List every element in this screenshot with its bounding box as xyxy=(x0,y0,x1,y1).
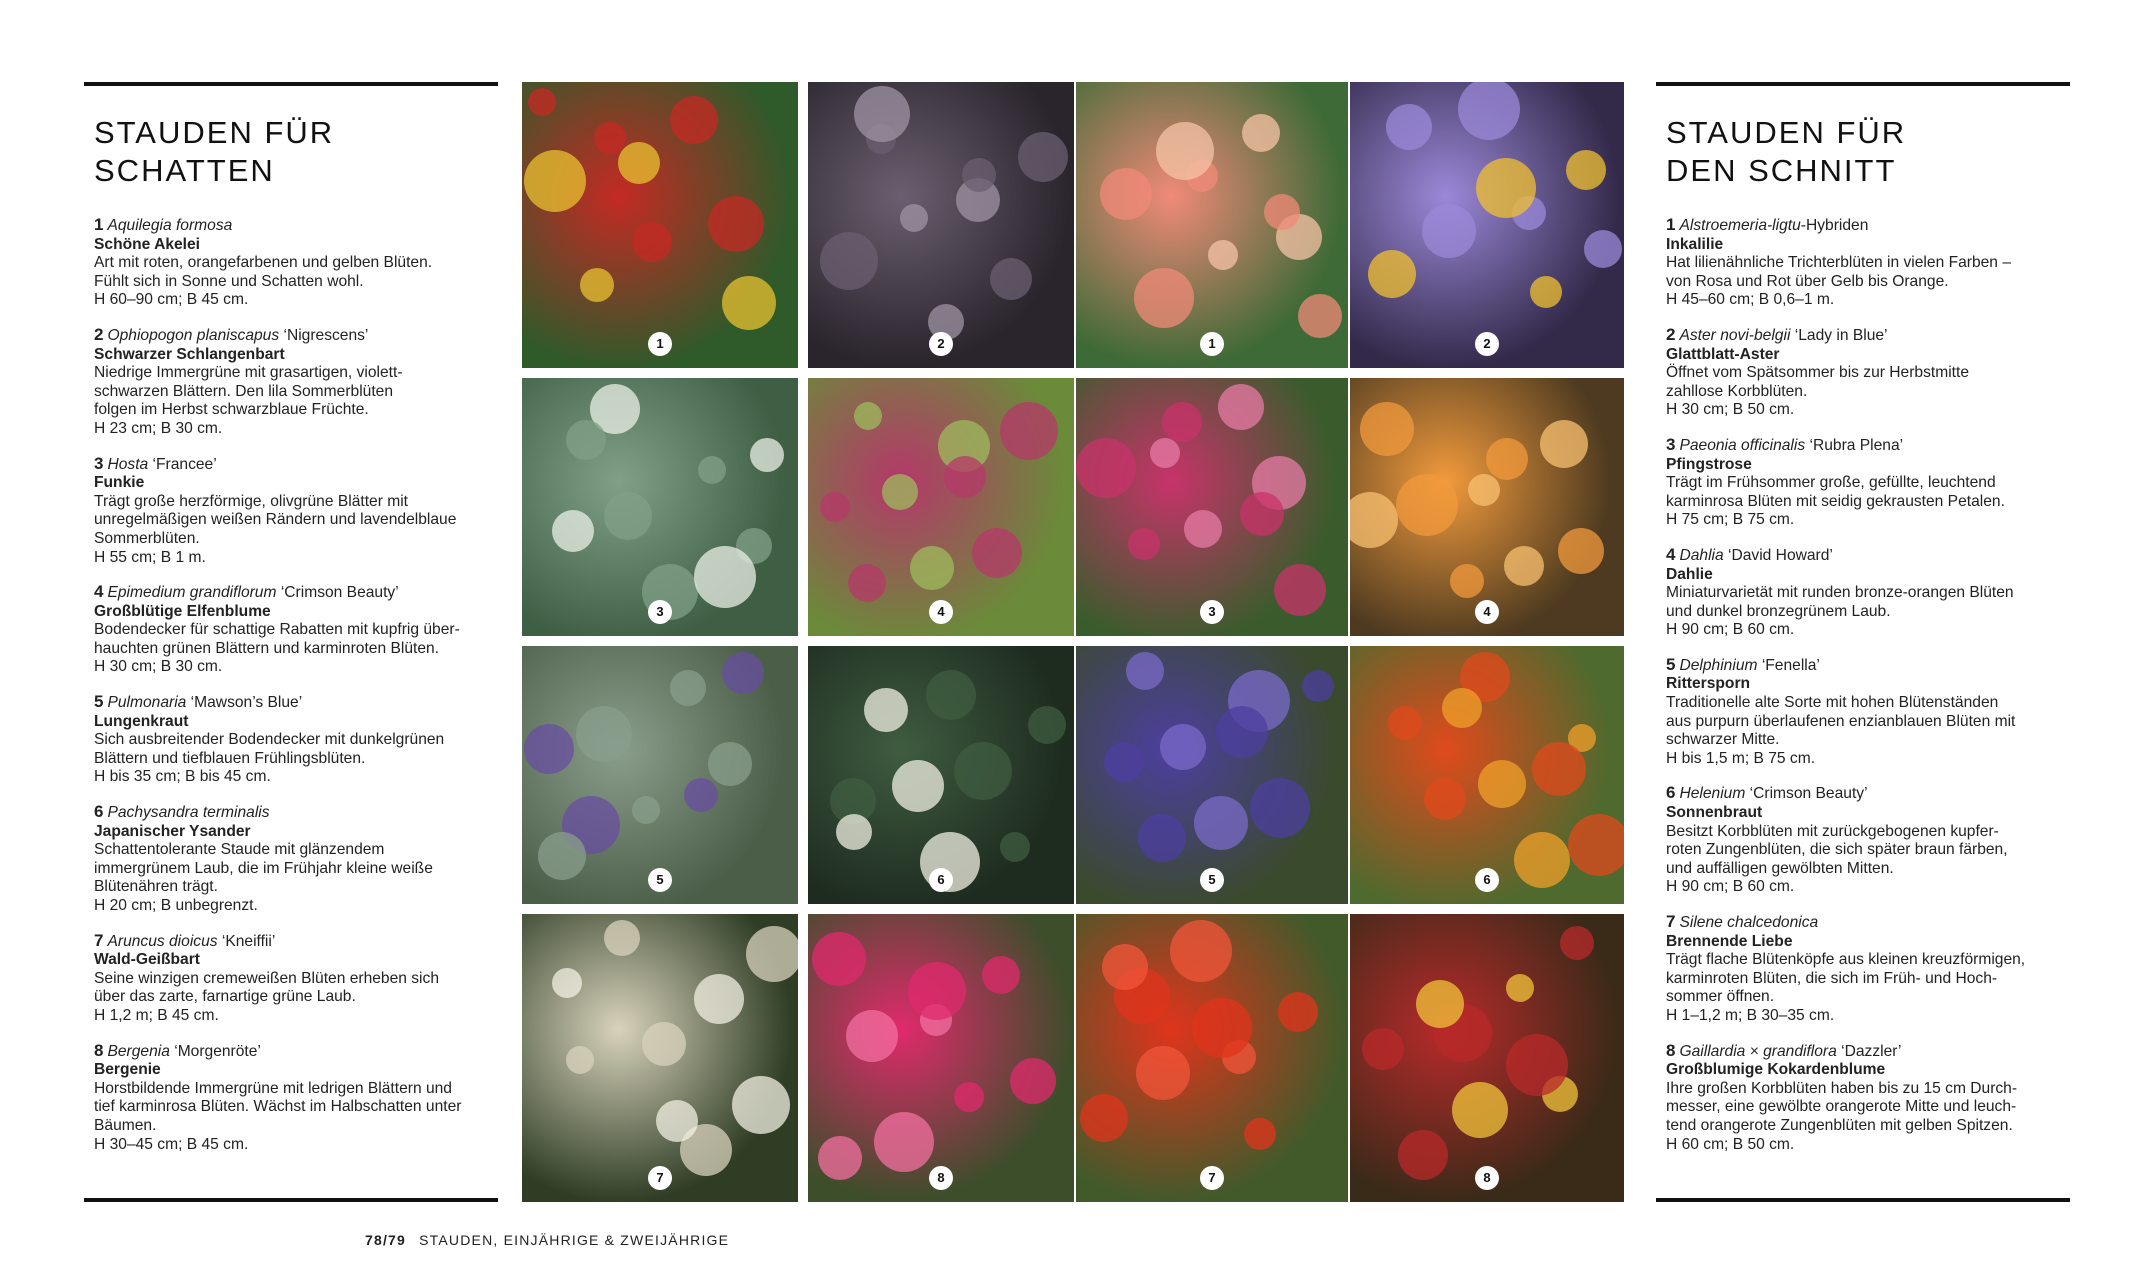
entry-heading xyxy=(1666,656,2070,676)
description-line: Trägt flache Blütenköpfe aus kleinen kreuzförmigen, xyxy=(1666,951,2026,969)
cultivar-name: ‘Rubra Plena’ xyxy=(1805,436,1904,454)
right-column xyxy=(1656,82,2070,1202)
description-line: H 55 cm; B 1 m. xyxy=(94,548,206,566)
plant-list xyxy=(1666,216,2070,1154)
description-line: Schattentolerante Staude mit glänzendem xyxy=(94,841,385,859)
cultivar-name: ‘Crimson Beauty’ xyxy=(1745,785,1868,803)
description-line: immergrünem Laub, die im Frühjahr kleine weiße xyxy=(94,859,433,877)
description-line: H 30 cm; B 50 cm. xyxy=(1666,401,1795,419)
description-line: Niedrige Immergrüne mit grasartigen, violett- xyxy=(94,364,403,382)
description-line: Blättern und tiefblauen Frühlingsblüten. xyxy=(94,749,366,767)
photo-illustration xyxy=(1350,646,1624,904)
plant-photo xyxy=(808,646,1074,904)
column-title-line-1: STAUDEN FÜR xyxy=(1666,115,1907,150)
description-line: Seine winzigen cremeweißen Blüten erheben sich xyxy=(94,969,439,987)
column-title-line-2: DEN SCHNITT xyxy=(1666,153,1897,188)
common-name: Pfingstrose xyxy=(1666,455,1752,473)
entry-heading xyxy=(1666,913,2070,933)
entry-number: 2 xyxy=(94,324,104,344)
description-line: karminroten Blüten, die sich im Früh- und Hoch- xyxy=(1666,969,1998,987)
cultivar-name: ‘Kneiffii’ xyxy=(217,932,276,950)
common-name: Wald-Geißbart xyxy=(94,951,200,969)
botanical-name: Aquilegia formosa xyxy=(107,217,233,234)
description-line: H 20 cm; B unbegrenzt. xyxy=(94,897,258,914)
description-line: zahllose Korbblüten. xyxy=(1666,382,1808,400)
description-line: Ihre großen Korbblüten haben bis zu 15 cm Durch- xyxy=(1666,1079,2018,1097)
description-line: und auffälligen gewölbten Mitten. xyxy=(1666,859,1894,877)
description-line: folgen im Herbst schwarzblaue Früchte. xyxy=(94,401,369,419)
plant-entry xyxy=(94,932,498,1026)
description-line: Bodendecker für schattige Rabatten mit kupfrig über- xyxy=(94,621,460,639)
cultivar-name: ‘David Howard’ xyxy=(1723,546,1833,564)
plant-photo xyxy=(1076,914,1348,1202)
photo-illustration xyxy=(808,914,1074,1202)
plant-photo xyxy=(522,378,798,636)
common-name: Glattblatt-Aster xyxy=(1666,345,1780,363)
description-line: schwarzen Blättern. Den lila Sommerblüten xyxy=(94,382,394,400)
plant-entry xyxy=(1666,656,2070,769)
plant-photo xyxy=(1350,914,1624,1202)
description-line: tend orangerote Zungenblüten mit gelben Spitzen. xyxy=(1666,1116,2013,1134)
cultivar-name: ‘Mawson’s Blue’ xyxy=(186,694,303,712)
photo-number-badge: 3 xyxy=(1200,600,1224,624)
plant-photo xyxy=(1350,82,1624,368)
botanical-name: Aruncus dioicus xyxy=(107,932,218,950)
cultivar-name: ‘Dazzler’ xyxy=(1836,1042,1902,1060)
photo-illustration xyxy=(808,82,1074,368)
entry-number: 6 xyxy=(1666,783,1676,803)
photo-illustration xyxy=(808,378,1074,636)
common-name: Großblütige Elfenblume xyxy=(94,602,271,620)
photo-number-badge: 8 xyxy=(929,1166,953,1190)
entry-number: 7 xyxy=(1666,912,1676,931)
common-name: Bergenie xyxy=(94,1061,161,1079)
description-line: Traditionelle alte Sorte mit hohen Blütenständen xyxy=(1666,694,1999,712)
photo-number-badge: 7 xyxy=(1200,1166,1224,1190)
entry-number: 2 xyxy=(1666,324,1676,344)
photo-illustration xyxy=(1076,378,1348,636)
botanical-name: Gaillardia × grandiflora xyxy=(1679,1042,1837,1060)
description-line: H 90 cm; B 60 cm. xyxy=(1666,621,1795,639)
plant-entry xyxy=(94,583,498,677)
plant-photo xyxy=(522,646,798,904)
common-name: Funkie xyxy=(94,474,145,492)
botanical-name: Delphinium xyxy=(1679,656,1758,674)
plant-entry xyxy=(94,1042,498,1155)
entry-number: 7 xyxy=(94,930,104,950)
entry-heading xyxy=(94,803,498,823)
entry-heading xyxy=(94,693,498,713)
plant-entry xyxy=(94,326,498,439)
plant-entry xyxy=(94,803,498,916)
plant-entry xyxy=(1666,913,2070,1026)
entry-number: 6 xyxy=(94,802,104,822)
column-title xyxy=(1666,114,2070,190)
photo-illustration xyxy=(808,646,1074,904)
photo-number-badge: 2 xyxy=(1475,332,1499,356)
description-line: Blütenähren trägt. xyxy=(94,878,218,896)
photo-number-badge: 5 xyxy=(648,868,672,892)
common-name: Dahlie xyxy=(1666,565,1713,583)
photo-number-badge: 7 xyxy=(648,1166,672,1190)
botanical-name: Silene chalcedonica xyxy=(1679,914,1819,931)
section-title: STAUDEN, EINJÄHRIGE & ZWEIJÄHRIGE xyxy=(419,1232,730,1248)
description-line: Art mit roten, orangefarbenen und gelben Blüten. xyxy=(94,254,433,272)
photo-illustration xyxy=(1076,82,1348,368)
plant-entry xyxy=(94,216,498,310)
description-line: Miniaturvarietät mit runden bronze-orangen Blüten xyxy=(1666,584,2014,602)
entry-heading xyxy=(1666,436,2070,456)
botanical-name: Paeonia officinalis xyxy=(1679,436,1806,454)
description-line: tief karminrosa Blüten. Wächst im Halbschatten unter xyxy=(94,1098,462,1116)
description-line: aus purpurn überlaufenen enzianblauen Blüten mit xyxy=(1666,712,2016,730)
entry-heading xyxy=(1666,1042,2070,1062)
photo-number-badge: 5 xyxy=(1200,868,1224,892)
description-line: H bis 35 cm; B bis 45 cm. xyxy=(94,768,271,786)
column-title-line-1: STAUDEN FÜR xyxy=(94,115,335,150)
description-line: über das zarte, farnartige grüne Laub. xyxy=(94,988,356,1006)
entry-heading xyxy=(94,932,498,952)
photo-illustration xyxy=(1076,914,1348,1202)
entry-number: 8 xyxy=(94,1040,104,1060)
plant-list xyxy=(94,216,498,1154)
cultivar-name: ‘Lady in Blue’ xyxy=(1790,326,1888,344)
botanical-name: Epimedium grandiflorum xyxy=(107,584,277,602)
photo-number-badge: 1 xyxy=(648,332,672,356)
photo-number-badge: 4 xyxy=(929,600,953,624)
entry-heading xyxy=(94,455,498,475)
description-line: Besitzt Korbblüten mit zurückgebogenen kupfer- xyxy=(1666,822,1999,840)
plant-entry xyxy=(1666,436,2070,530)
entry-heading xyxy=(94,326,498,346)
description-line: Hat lilienähnliche Trichterblüten in vielen Farben – xyxy=(1666,254,2011,272)
botanical-name: Aster novi-belgii xyxy=(1679,326,1791,344)
description-line: H 30–45 cm; B 45 cm. xyxy=(94,1135,249,1153)
plant-photo xyxy=(808,378,1074,636)
botanical-name: Dahlia xyxy=(1679,546,1724,564)
plant-photo xyxy=(522,914,798,1202)
common-name: Rittersporn xyxy=(1666,675,1751,693)
photo-illustration xyxy=(1350,914,1624,1202)
plant-entry xyxy=(1666,326,2070,420)
description-line: Horstbildende Immergrüne mit ledrigen Blättern und xyxy=(94,1079,452,1097)
plant-photo xyxy=(1350,646,1624,904)
entry-number: 4 xyxy=(1666,544,1676,564)
plant-photo xyxy=(1350,378,1624,636)
entry-number: 5 xyxy=(1666,654,1676,674)
entry-heading xyxy=(1666,326,2070,346)
cultivar-name: ‘Fenella’ xyxy=(1757,656,1820,674)
plant-entry xyxy=(1666,784,2070,897)
description-line: H 60 cm; B 50 cm. xyxy=(1666,1135,1795,1153)
entry-heading xyxy=(94,1042,498,1062)
botanical-name: Bergenia xyxy=(107,1042,170,1060)
plant-photo xyxy=(522,82,798,368)
photo-illustration xyxy=(1350,82,1624,368)
page-numbers: 78/79 xyxy=(365,1232,407,1248)
plant-entry xyxy=(94,693,498,787)
description-line: Sich ausbreitender Bodendecker mit dunkelgrünen xyxy=(94,731,445,749)
common-name: Großblumige Kokardenblume xyxy=(1666,1061,1886,1079)
left-column xyxy=(84,82,498,1202)
photo-illustration xyxy=(522,646,798,904)
description-line: H 90 cm; B 60 cm. xyxy=(1666,878,1795,896)
photo-illustration xyxy=(522,378,798,636)
description-line: H 45–60 cm; B 0,6–1 m. xyxy=(1666,291,1835,309)
plant-photo xyxy=(808,82,1074,368)
column-title xyxy=(94,114,498,190)
common-name: Inkalilie xyxy=(1666,235,1724,253)
column-title-line-2: SCHATTEN xyxy=(94,153,275,188)
plant-entry xyxy=(94,455,498,568)
entry-heading xyxy=(94,216,498,236)
entry-heading xyxy=(1666,216,2070,236)
entry-number: 1 xyxy=(1666,215,1676,234)
common-name: Schöne Akelei xyxy=(94,235,201,253)
description-line: von Rosa und Rot über Gelb bis Orange. xyxy=(1666,272,1949,290)
botanical-name: Pulmonaria xyxy=(107,694,187,712)
description-line: Öffnet vom Spätsommer bis zur Herbstmitte xyxy=(1666,364,1970,382)
botanical-name: Helenium xyxy=(1679,785,1746,803)
description-line: karminrosa Blüten mit seidig gekrausten Petalen. xyxy=(1666,492,2005,510)
cultivar-name: ‘Crimson Beauty’ xyxy=(276,584,399,602)
photo-number-badge: 3 xyxy=(648,600,672,624)
photo-number-badge: 2 xyxy=(929,332,953,356)
description-line: sommer öffnen. xyxy=(1666,988,1775,1006)
description-line: hauchten grünen Blättern und karminroten Blüten. xyxy=(94,639,440,657)
entry-number: 3 xyxy=(94,453,104,473)
plant-entry xyxy=(1666,216,2070,310)
cultivar-name: -Hybriden xyxy=(1800,217,1869,234)
common-name: Japanischer Ysander xyxy=(94,822,251,840)
entry-number: 4 xyxy=(94,582,104,602)
entry-heading xyxy=(94,583,498,603)
botanical-name: Alstroemeria-ligtu xyxy=(1679,217,1801,234)
photo-number-badge: 6 xyxy=(1475,868,1499,892)
description-line: Trägt im Frühsommer große, gefüllte, leuchtend xyxy=(1666,474,1996,492)
photo-number-badge: 6 xyxy=(929,868,953,892)
description-line: roten Zungenblüten, die sich später braun färben, xyxy=(1666,841,2008,859)
description-line: Fühlt sich in Sonne und Schatten wohl. xyxy=(94,272,364,290)
entry-number: 3 xyxy=(1666,434,1676,454)
description-line: Trägt große herzförmige, olivgrüne Blätter mit xyxy=(94,492,409,510)
page-footer xyxy=(365,1232,729,1248)
plant-photo xyxy=(1076,82,1348,368)
common-name: Lungenkraut xyxy=(94,712,189,730)
description-line: Sommerblüten. xyxy=(94,529,200,547)
cultivar-name: ‘Nigrescens’ xyxy=(279,326,369,344)
plant-photo xyxy=(1076,378,1348,636)
plant-photo xyxy=(808,914,1074,1202)
description-line: H 1,2 m; B 45 cm. xyxy=(94,1006,219,1024)
description-line: H 30 cm; B 30 cm. xyxy=(94,658,223,676)
description-line: H 23 cm; B 30 cm. xyxy=(94,419,223,437)
description-line: H 60–90 cm; B 45 cm. xyxy=(94,291,249,309)
description-line: Bäumen. xyxy=(94,1116,157,1134)
photo-illustration xyxy=(522,82,798,368)
cultivar-name: ‘Francee’ xyxy=(148,455,217,473)
entry-heading xyxy=(1666,546,2070,566)
photo-number-badge: 1 xyxy=(1200,332,1224,356)
photo-illustration xyxy=(1350,378,1624,636)
entry-heading xyxy=(1666,784,2070,804)
photo-illustration xyxy=(522,914,798,1202)
plant-photo xyxy=(1076,646,1348,904)
common-name: Brennende Liebe xyxy=(1666,932,1793,950)
botanical-name: Pachysandra terminalis xyxy=(107,804,270,822)
description-line: H bis 1,5 m; B 75 cm. xyxy=(1666,749,1816,767)
plant-entry xyxy=(1666,546,2070,640)
plant-entry xyxy=(1666,1042,2070,1155)
photo-number-badge: 8 xyxy=(1475,1166,1499,1190)
botanical-name: Ophiopogon planiscapus xyxy=(107,326,280,344)
photo-illustration xyxy=(1076,646,1348,904)
entry-number: 1 xyxy=(94,215,104,234)
entry-number: 5 xyxy=(94,692,104,712)
entry-number: 8 xyxy=(1666,1040,1676,1060)
description-line: H 75 cm; B 75 cm. xyxy=(1666,511,1795,529)
description-line: unregelmäßigen weißen Rändern und lavendelblaue xyxy=(94,511,457,529)
common-name: Schwarzer Schlangenbart xyxy=(94,345,285,363)
description-line: und dunkel bronzegrünem Laub. xyxy=(1666,602,1891,620)
photo-number-badge: 4 xyxy=(1475,600,1499,624)
photo-grid xyxy=(522,82,1624,1202)
cultivar-name: ‘Morgenröte’ xyxy=(169,1042,261,1060)
description-line: schwarzer Mitte. xyxy=(1666,731,1780,749)
description-line: H 1–1,2 m; B 30–35 cm. xyxy=(1666,1006,1835,1024)
common-name: Sonnenbraut xyxy=(1666,804,1763,822)
description-line: messer, eine gewölbte orangerote Mitte und leuch- xyxy=(1666,1098,2017,1116)
botanical-name: Hosta xyxy=(107,455,149,473)
